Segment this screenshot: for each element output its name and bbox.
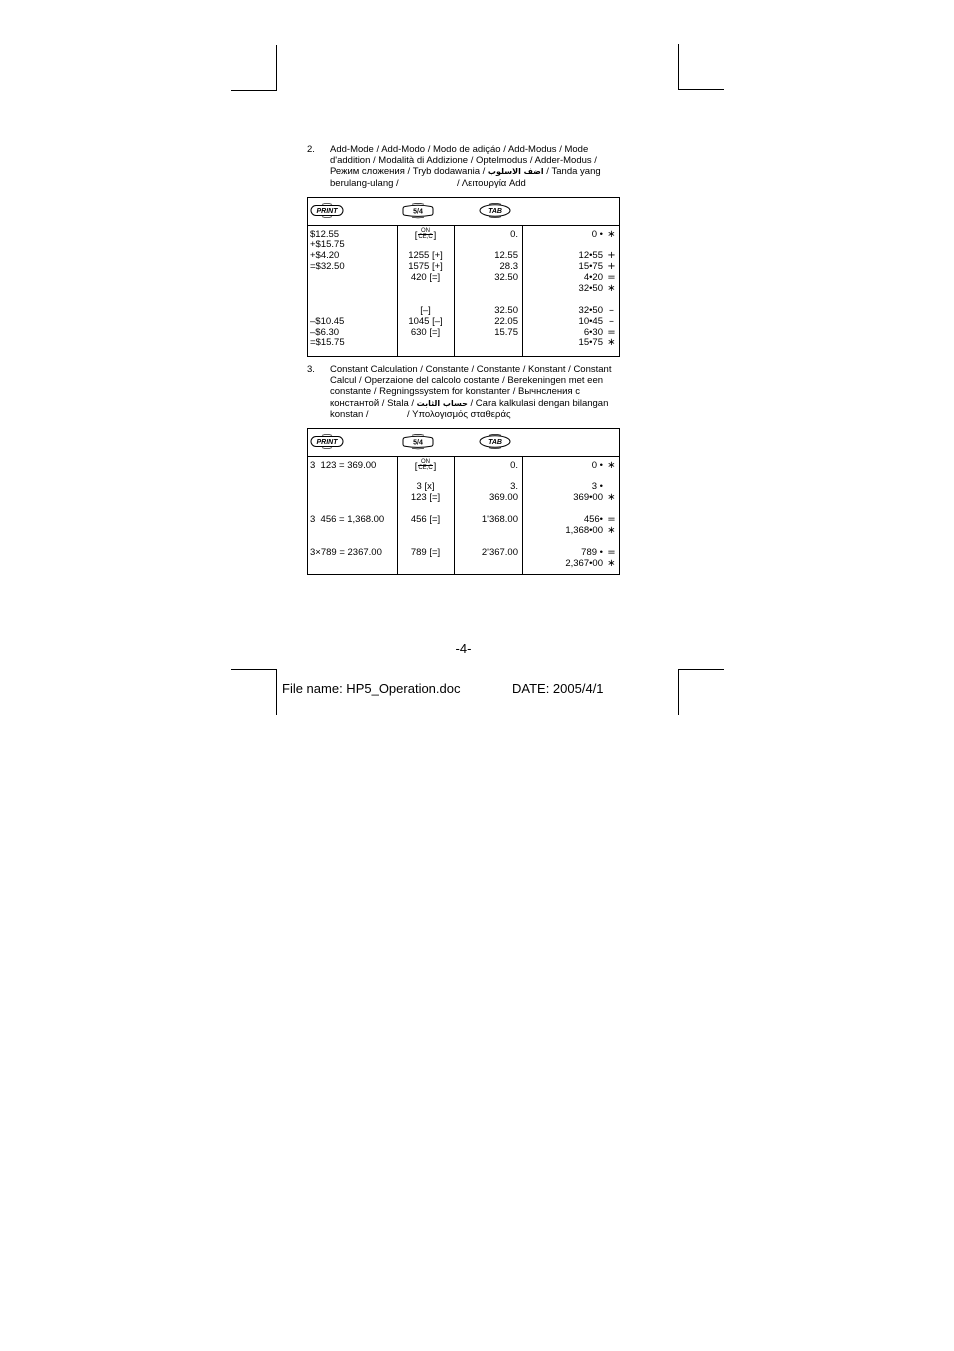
round-key-label: 5/4 [413,208,423,216]
example-value: 3 456 = 1,368.00 [310,513,385,525]
title-text: / Υπολογισμός σταθεράς [407,408,511,420]
display-value: 28.3 [499,261,518,273]
title-text: Calcul / Operzaione del calcolo costante / Berekeningen met een [330,375,604,387]
example-value: +$4.20 [310,250,340,262]
table-row [307,548,620,559]
tape-symbol: = [607,272,616,284]
title-text: berulang-ulang / [330,177,399,189]
footer-file-name: File name: HP5_Operation.doc [282,681,461,696]
tape-symbol: ∗ [607,459,616,471]
title-text-arabic: اضف الاسلوب [487,167,544,177]
crop-mark-bottom-left-horizontal [231,669,277,670]
tab-key-icon [478,202,512,219]
table-row [307,317,620,328]
table-body [307,458,620,570]
title-text: konstan / [330,408,369,420]
on-ce-c-key-icon [414,458,437,473]
tape-symbol: ∗ [607,228,616,240]
table-body [307,227,620,350]
tape-value: 4•20 [583,272,603,284]
display-value: 1'368.00 [481,513,518,525]
round-key-label: 5/4 [413,439,423,447]
tab-key-icon [478,433,512,450]
tape-symbol: – [609,304,614,316]
tape-symbol: – [609,315,614,327]
table-row [307,240,620,251]
tape-symbol: = [607,326,616,338]
tab-key-label: TAB [488,208,502,216]
title-text-arabic: حساب الثابت [416,398,468,408]
round-5-4-key-icon [401,202,435,219]
title-text: Режим сложения / Tryb dodawania / [330,166,486,178]
section-number: 2. [307,144,315,155]
print-key-label: PRINT [316,439,338,447]
tape-value: 15•75 [578,261,603,273]
clear-key-top: ON [421,227,430,234]
tape-symbol: ∗ [607,492,616,504]
example-value: =$32.50 [310,261,345,273]
section-2-heading [307,144,627,204]
tape-value: 369•00 [573,492,603,504]
title-line [330,409,627,420]
title-text: константой / Stala / [330,397,415,409]
tape-symbol: = [607,513,616,525]
table-border-bottom [307,574,620,575]
table-row [307,284,620,295]
example-value: +$15.75 [310,239,345,251]
constant-calculation-example-table [307,428,620,575]
example-value: =$15.75 [310,337,345,349]
section-3-heading [307,364,627,424]
tape-value: 789 • [581,546,603,558]
display-value: 32.50 [494,272,518,284]
title-text: Constant Calculation / Constante / Constante / Konstant / Constant [330,364,612,375]
display-value: 12.55 [494,250,518,262]
key-entry: 1575 [+] [408,261,443,273]
tape-value: 0 • [591,459,603,471]
clear-key-fraction [418,460,432,471]
add-mode-example-table [307,197,620,357]
tape-symbol: ∗ [607,524,616,536]
table-border-top [307,197,620,198]
tab-key-label: TAB [488,439,502,447]
tape-value: 0 • [591,228,603,240]
crop-mark-top-right-vertical [678,44,679,90]
display-value: 15.75 [494,326,518,338]
title-line [330,144,627,155]
tape-symbol: + [607,261,616,273]
title-line [330,155,627,166]
example-value: $12.55 [310,228,340,240]
display-value: 2'367.00 [481,546,518,558]
table-row [307,526,620,537]
table-border-bottom [307,356,620,357]
tape-value: 32•50 [578,304,603,316]
tape-value: 32•50 [578,282,603,294]
key-entry [397,458,454,473]
table-row [307,328,620,339]
title-text: / Cara kalkulasi dengan bilangan [470,397,609,409]
example-value: 3 123 = 369.00 [310,459,377,471]
tape-symbol: ∗ [607,282,616,294]
key-entry: 630 [=] [410,326,441,338]
title-line [330,178,627,189]
bracket-open: [ [414,229,418,241]
key-entry: 1045 [–] [408,315,443,327]
table-row [307,559,620,570]
display-value: 22.05 [494,315,518,327]
section-number: 3. [307,364,315,375]
display-value: 3. [510,481,518,493]
clear-key-bottom: CE,C [418,464,433,471]
table-row [307,458,620,472]
header-divider [307,456,620,457]
tape-value: 3 • [591,481,603,493]
clear-key-bottom: CE,C [418,233,433,240]
title-line [330,375,627,386]
display-value: 32.50 [494,304,518,316]
title-line [330,364,627,375]
crop-mark-bottom-left-vertical [276,669,277,715]
print-key-icon [310,202,344,219]
page-number: -4- [455,641,472,656]
table-row [307,251,620,262]
key-entry: 456 [=] [410,513,441,525]
tape-symbol: ∗ [607,337,616,349]
tape-value: 456• [583,513,603,525]
section-title [330,364,627,420]
title-line [330,166,627,177]
clear-key-fraction [418,229,432,240]
title-line [330,386,627,397]
tape-value: 1,368•00 [565,524,603,536]
title-text: / Λειτουργία Add [457,177,526,189]
tape-symbol: = [607,546,616,558]
crop-mark-top-left-vertical [276,45,277,91]
title-text: d'addition / Modalità di Addizione / Optelmodus / Adder-Modus / [330,155,597,167]
display-value: 0. [510,459,518,471]
bracket-close: ] [433,229,437,241]
crop-mark-bottom-right-vertical [678,669,679,715]
section-title [330,144,627,189]
crop-mark-top-left-horizontal [231,90,277,91]
bracket-open: [ [414,460,418,472]
example-value: 3×789 = 2367.00 [310,546,382,558]
tape-value: 15•75 [578,337,603,349]
key-entry: 789 [=] [410,546,441,558]
title-line [330,398,627,409]
tape-value: 2,367•00 [565,557,603,569]
tape-value: 12•55 [578,250,603,262]
table-row [307,262,620,273]
tape-value: 10•45 [578,315,603,327]
display-value: 369.00 [488,492,518,504]
table-border-top [307,428,620,429]
title-text: Add-Mode / Add-Modo / Modo de adiçáo / Add-Modus / Mode [330,144,589,155]
display-value: 0. [510,228,518,240]
key-entry: 1255 [+] [408,250,443,262]
header-divider [307,225,620,226]
key-entry: 3 [x] [416,481,435,493]
example-value: –$6.30 [310,326,340,338]
title-text: / Tanda yang [546,166,601,178]
table-row [307,306,620,317]
print-key-label: PRINT [316,208,338,216]
crop-mark-top-right-horizontal [678,89,724,90]
table-row [307,338,620,349]
tape-value: 6•30 [583,326,603,338]
table-row [307,493,620,504]
key-entry: 123 [=] [410,492,441,504]
bracket-close: ] [433,460,437,472]
print-key-icon [310,433,344,450]
round-5-4-key-icon [401,433,435,450]
tape-symbol: + [607,250,616,262]
key-entry: [–] [420,304,431,316]
key-entry: 420 [=] [410,272,441,284]
example-value: –$10.45 [310,315,345,327]
footer-date: DATE: 2005/4/1 [512,681,604,696]
crop-mark-bottom-right-horizontal [678,669,724,670]
clear-key-top: ON [421,458,430,465]
tape-symbol: ∗ [607,557,616,569]
table-row [307,273,620,284]
title-text: constante / Regningssystem for konstanter / Вычнсления с [330,386,581,398]
table-row [307,227,620,241]
